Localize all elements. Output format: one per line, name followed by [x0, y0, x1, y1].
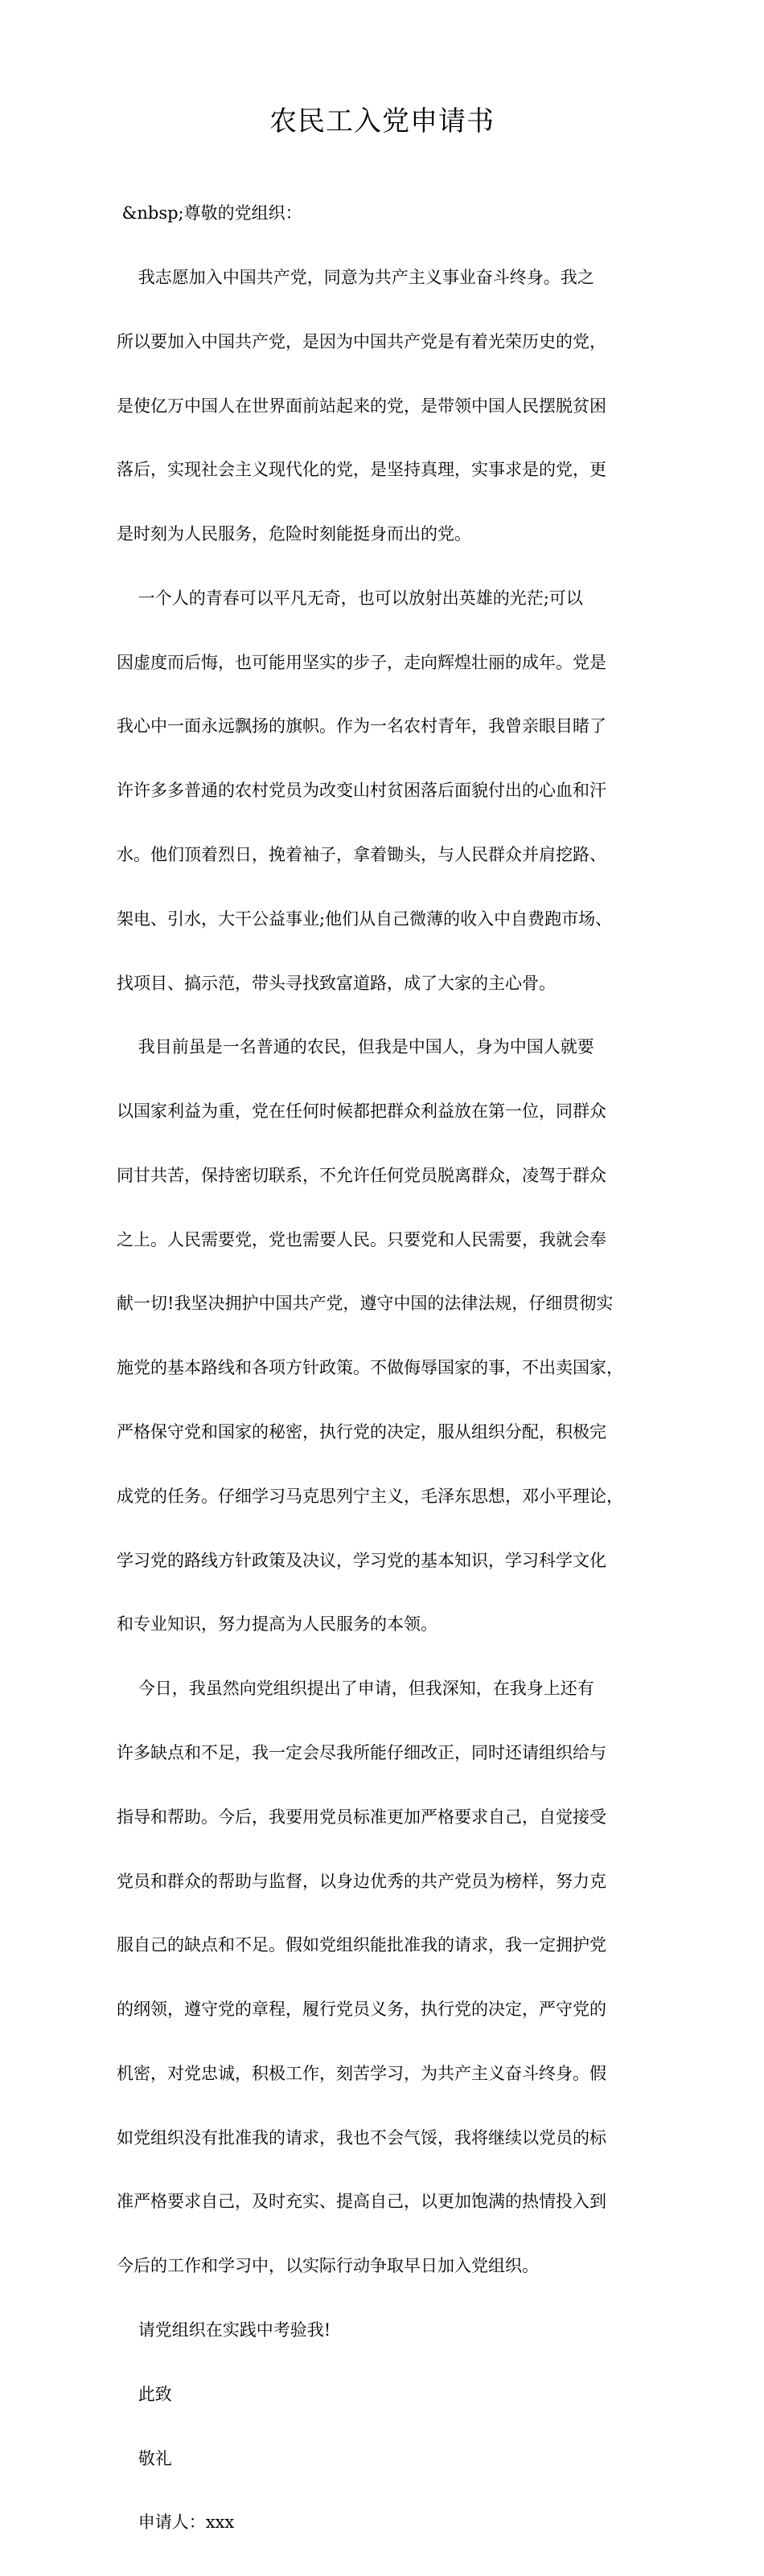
text-line: 许多缺点和不足，我一定会尽我所能仔细改正，同时还请组织给与	[117, 1742, 606, 1762]
salutation-line: &nbsp;尊敬的党组织：	[117, 203, 302, 224]
closing-request-line: 请党组织在实践中考验我!	[117, 2320, 331, 2340]
text-line: 和专业知识，努力提高为人民服务的本领。	[117, 1614, 437, 1635]
text-line: 严格保守党和国家的秘密，执行党的决定，服从组织分配，积极完	[117, 1422, 606, 1442]
text-line: 我心中一面永远飘扬的旗帜。作为一名农村青年，我曾亲眼目睹了	[117, 716, 606, 736]
text-line: 因虚度而后悔，也可能用坚实的步子，走向辉煌壮丽的成年。党是	[117, 652, 606, 672]
document-title: 农民工入党申请书	[269, 105, 495, 137]
document-body	[117, 160, 663, 2576]
text-line: 以国家利益为重，党在任何时候都把群众利益放在第一位，同群众	[117, 1101, 606, 1122]
applicant-signature-line: 申请人：xxx	[117, 2512, 235, 2533]
text-line: 如党组织没有批准我的请求，我也不会气馁，我将继续以党员的标	[117, 2127, 606, 2147]
text-line: 指导和帮助。今后，我要用党员标准更加严格要求自己，自觉接受	[117, 1807, 606, 1827]
text-line: 是时刻为人民服务，危险时刻能挺身而出的党。	[117, 524, 471, 544]
text-line: 一个人的青春可以平凡无奇，也可以放射出英雄的光茫;可以	[117, 588, 583, 608]
text-line: 的纲领，遵守党的章程，履行党员义务，执行党的决定，严守党的	[117, 2000, 606, 2020]
text-line: 准严格要求自己，及时充实、提高自己，以更加饱满的热情投入到	[117, 2192, 606, 2212]
text-line: 架电、引水，大干公益事业;他们从自己微薄的收入中自费跑市场、	[117, 909, 613, 929]
text-line: 是使亿万中国人在世界面前站起来的党，是带领中国人民摆脱贫困	[117, 396, 606, 416]
text-line: 水。他们顶着烈日，挽着袖子，拿着锄头，与人民群众并肩挖路、	[117, 845, 606, 864]
text-line: 服自己的缺点和不足。假如党组织能批准我的请求，我一定拥护党	[117, 1935, 606, 1955]
text-line: 献一切!我坚决拥护中国共产党，遵守中国的法律法规，仔细贯彻实	[117, 1294, 614, 1314]
text-line: 同甘共苦，保持密切联系，不允许任何党员脱离群众，凌驾于群众	[117, 1165, 606, 1185]
text-line: 我志愿加入中国共产党，同意为共产主义事业奋斗终身。我之	[117, 267, 594, 287]
text-line: 机密，对党忠诚，积极工作，刻苦学习，为共产主义奋斗终身。假	[117, 2063, 606, 2083]
text-line: 今后的工作和学习中，以实际行动争取早日加入党组织。	[117, 2256, 539, 2276]
text-line: 找项目、搞示范，带头寻找致富道路，成了大家的主心骨。	[117, 973, 556, 993]
text-line: 落后，实现社会主义现代化的党，是坚持真理，实事求是的党，更	[117, 460, 606, 480]
text-line: 所以要加入中国共产党，是因为中国共产党是有着光荣历史的党，	[117, 331, 606, 351]
text-line: 我目前虽是一名普通的农民，但我是中国人，身为中国人就要	[117, 1037, 594, 1057]
text-line: 党员和群众的帮助与监督，以身边优秀的共产党员为榜样，努力克	[117, 1871, 606, 1891]
text-line: 之上。人民需要党，党也需要人民。只要党和人民需要，我就会奉	[117, 1229, 606, 1249]
text-line: 学习党的路线方针政策及决议，学习党的基本知识，学习科学文化	[117, 1550, 606, 1570]
closing-cizhi-line: 此致	[117, 2384, 172, 2404]
text-line: 许许多多普通的农村党员为改变山村贫困落后面貌付出的心血和汗	[117, 781, 606, 801]
text-line: 今日，我虽然向党组织提出了申请，但我深知，在我身上还有	[117, 1679, 594, 1699]
text-line: 施党的基本路线和各项方针政策。不做侮辱国家的事，不出卖国家，	[117, 1358, 623, 1378]
closing-jingli-line: 敬礼	[117, 2448, 172, 2468]
text-line: 成党的任务。仔细学习马克思列宁主义，毛泽东思想，邓小平理论，	[117, 1486, 623, 1506]
